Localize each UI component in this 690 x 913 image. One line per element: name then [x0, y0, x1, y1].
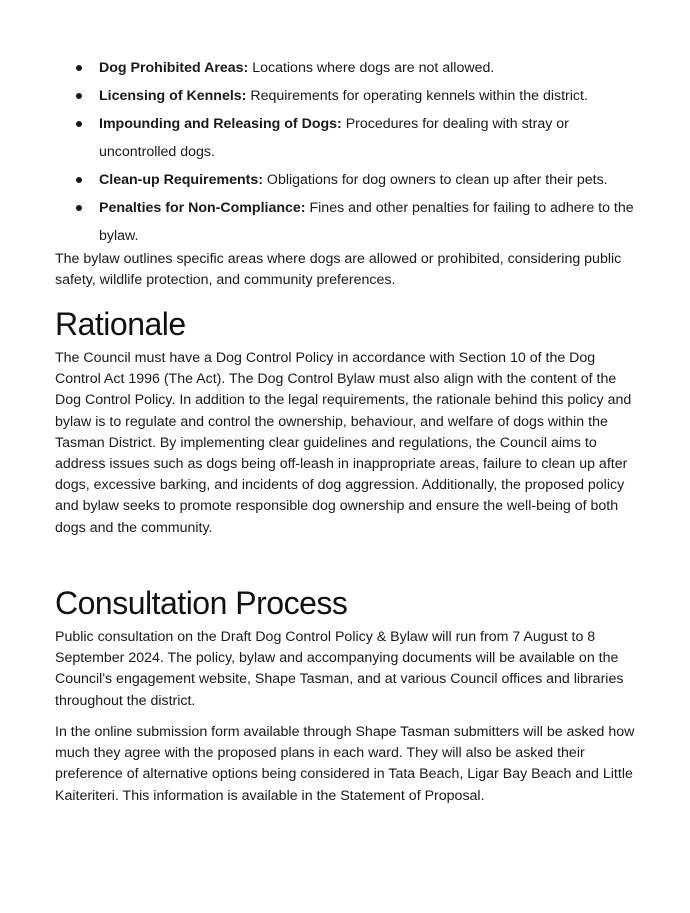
bullet-icon: [76, 65, 82, 71]
consultation-paragraph-1: Public consultation on the Draft Dog Control Policy & Bylaw will run from 7 August to 8 September 2024. The policy, bylaw and accompanying documents will be available on the Council's engagement website, Shape Tasman, and at various Council offices and libraries throughout the district.: [55, 629, 624, 709]
bullet-icon: [76, 177, 82, 183]
list-item-description: Locations where dogs are not allowed.: [248, 60, 495, 76]
list-item-term: Impounding and Releasing of Dogs:: [99, 116, 342, 132]
list-item-description: Obligations for dog owners to clean up after their pets.: [262, 172, 608, 188]
list-item: [55, 82, 635, 110]
list-item-term: Clean-up Requirements:: [99, 172, 263, 188]
list-item-term: Licensing of Kennels:: [99, 88, 247, 104]
consultation-paragraph-2: In the online submission form available through Shape Tasman submitters will be asked how much they agree with the proposed plans in each ward. They will also be asked their preference of alternative options being considered in Tata Beach, Ligar Bay Beach and Little Kaiteriteri. This information is available in the Statement of Proposal.: [55, 724, 635, 804]
bylaw-topics-list: [55, 54, 635, 250]
bullet-icon: [76, 93, 82, 99]
list-item-description: Procedures for dealing with stray or uncontrolled dogs.: [99, 116, 569, 160]
list-item-term: Dog Prohibited Areas:: [99, 60, 249, 76]
rationale-heading: Rationale: [55, 306, 186, 342]
list-item: [55, 54, 635, 82]
list-item-description: Fines and other penalties for failing to adhere to the bylaw.: [99, 200, 634, 244]
bylaw-intro-paragraph: The bylaw outlines specific areas where dogs are allowed or prohibited, considering public safety, wildlife protection, and community preferences.: [55, 251, 622, 289]
consultation-heading: Consultation Process: [55, 585, 348, 621]
list-item-description: Requirements for operating kennels within the district.: [246, 88, 588, 104]
list-item: [55, 194, 635, 250]
list-item-term: Penalties for Non-Compliance:: [99, 200, 306, 216]
list-item: [55, 166, 635, 194]
bullet-icon: [76, 205, 82, 211]
rationale-paragraph: The Council must have a Dog Control Policy in accordance with Section 10 of the Dog Control Act 1996 (The Act). The Dog Control Bylaw must also align with the content of the Dog Control Policy. In addition to the legal requirements, the rationale behind this policy and bylaw is to regulate and control the ownership, behaviour, and welfare of dogs within the Tasman District. By implementing clear guidelines and regulations, the Council aims to address issues such as dogs being off-leash in inappropriate areas, failure to clean up after dogs, excessive barking, and incidents of dog aggression. Additionally, the proposed policy and bylaw seeks to promote responsible dog ownership and ensure the well-being of both dogs and the community.: [55, 350, 632, 536]
list-item: [55, 110, 635, 166]
bullet-icon: [76, 121, 82, 127]
